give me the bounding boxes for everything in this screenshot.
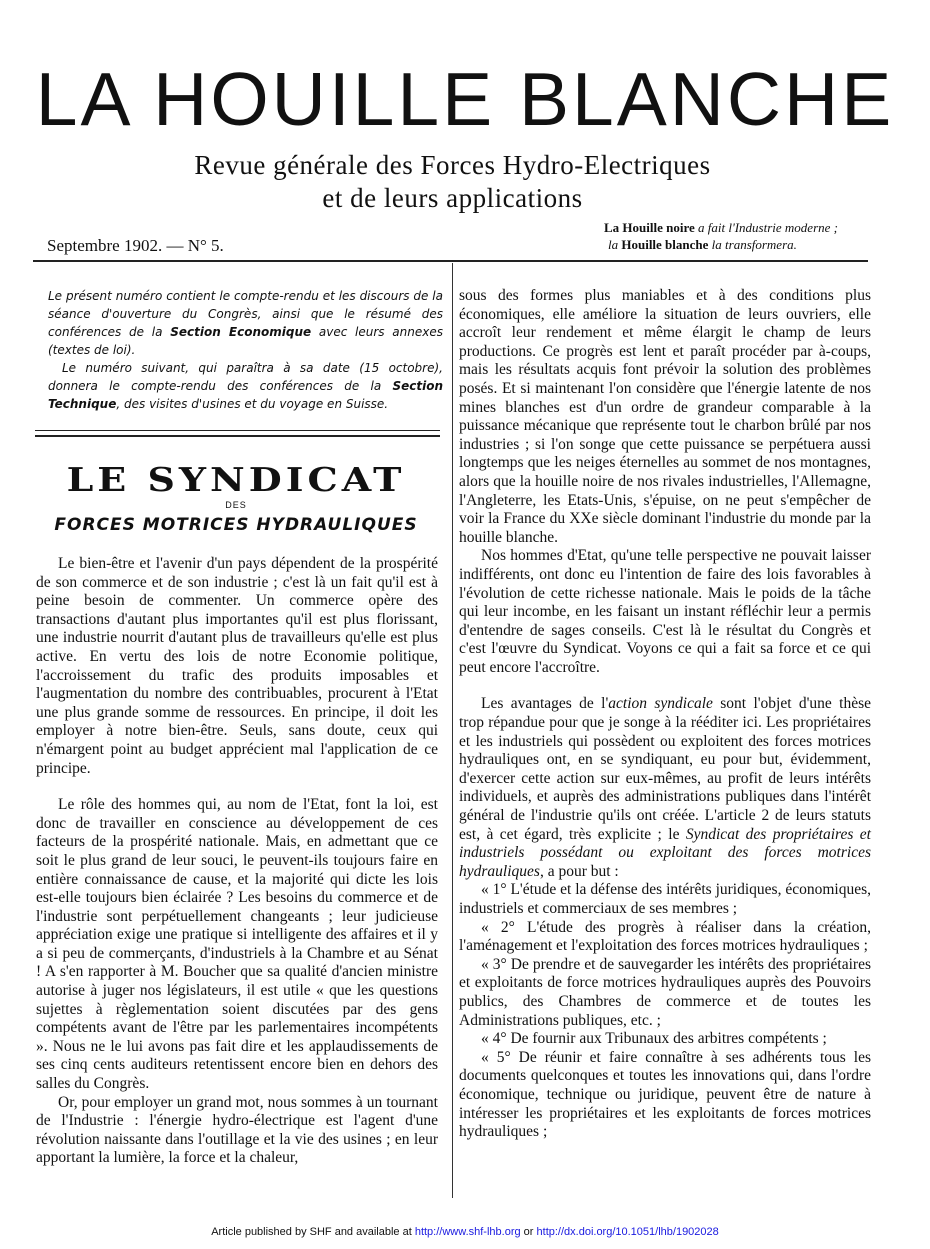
footer-link-doi[interactable]: http://dx.doi.org/10.1051/lhb/1902028: [536, 1226, 719, 1238]
journal-subtitle-line2: et de leurs applications: [322, 183, 583, 213]
article-headline-connector: DES: [225, 500, 247, 510]
notice-text: Le numéro suivant, qui paraîtra à sa date (15 octobre), donnera le compte-rendu des conférences de la: [48, 361, 443, 393]
article-italic: action syndicale: [608, 695, 713, 713]
article-headline: LE SYNDICAT: [66, 460, 406, 499]
article-subheadline: FORCES MOTRICES HYDRAULIQUES: [54, 515, 418, 535]
article-text: , a pour but :: [539, 862, 619, 880]
footer-link-shf[interactable]: http://www.shf-lhb.org: [414, 1226, 521, 1238]
publication-footer: [0, 1226, 930, 1238]
issue-notice: [48, 287, 443, 413]
notice-text: , des visites d'usines et du voyage en Suisse.: [116, 397, 389, 411]
journal-motto: [604, 219, 838, 253]
section-double-rule: [35, 430, 440, 437]
journal-subtitle-line1: Revue générale des Forces Hydro-Electriques: [194, 150, 711, 180]
article-paragraph: Or, pour employer un grand mot, nous sommes à un tournant de l'Industrie : l'énergie hydro-électrique est l'agent d'une révolution naissante dans l'outillage et la vie des usines ; en leur apportant la lumière, la force et la chaleur,: [36, 1093, 438, 1167]
notice-bold: Section Technique: [48, 379, 443, 411]
article-left-column: [36, 555, 438, 1168]
statute-item: « 1° L'étude et la défense des intérêts juridiques, économiques, industriels et commerciaux de ses membres ;: [459, 881, 871, 917]
statute-item: « 3° De prendre et de sauvegarder les intérêts des propriétaires et exploitants de force motrices hydrauliques auprès des Pouvoirs publics, des Chambres de commerce et de toutes les Administrations publiques, etc. ;: [459, 955, 871, 1029]
motto-text-2a: la: [607, 237, 622, 252]
statute-item: « 4° De fournir aux Tribunaux des arbitres compétents ;: [481, 1030, 827, 1048]
article-paragraph: sous des formes plus maniables et à des conditions plus économiques, elle améliore la situation de leurs ouvriers, elle accroît leur rendement et même élargit le champ de leurs productions. Ce progrès est lent et paraît procéder par à-coups, mais les résultats acquis font prévoir la solution des problèmes posés. Et si maintenant l'on considère que l'énergie latente de nos mines blanches est d'un ordre de grandeur comparable à la puissance mécanique que représente tout le charbon brûlé par nos industries ; si l'on songe que cette puissance se perpétuera aussi longtemps que les neiges éternelles au sommet de nos montagnes, alors que la houille noire de nos rivales industrielles, l'Allemagne, l'Angleterre, les Etats-Unis, s'épuise, on ne peut s'empêcher de voir la France du XXe siècle dominant l'industrie du monde par la houille blanche.: [459, 287, 871, 546]
motto-text-1: a fait l'Industrie moderne ;: [694, 220, 838, 235]
article-italic: Syndicat des propriétaires et industriels possédant ou exploitant des forces motrices hydrauliques: [459, 825, 871, 880]
article-paragraph: [459, 695, 871, 881]
column-divider: [452, 263, 453, 1198]
notice-text: Le présent numéro contient le compte-rendu et les discours de la séance d'ouverture du Congrès, ainsi que le résumé des conférences de la: [48, 289, 443, 339]
article-right-column: [459, 287, 871, 1142]
footer-text: or: [520, 1226, 537, 1238]
notice-bold: Section Economique: [170, 325, 312, 339]
article-text: sont l'objet d'une thèse trop répandue pour que je songe à la rééditer ici. Les propriétaires et les industriels qui possèdent ou exploitent des forces motrices hydrauliques ont, en se syndiquant, eu pour but, évidemment, d'exercer cette action sur eux-mêmes, au profit de leurs intérêts individuels, et auprès des administrations publiques dans l'intérêt général de l'industrie qu'ils ont créée. L'article 2 de leurs statuts est, à cet égard, très explicite ; le: [459, 695, 872, 843]
statute-item: « 2° L'étude des progrès à réaliser dans la création, l'aménagement et l'exploitation des forces motrices hydrauliques ;: [459, 918, 871, 955]
article-paragraph: Le rôle des hommes qui, au nom de l'Etat, font la loi, est donc de travailler en conscience au développement de ces facteurs de la prospérité nationale. Mais, en admettant que ce soit le plus grand de leur souci, le peuvent-ils toujours faire en entière connaissance de cause, et la majorité qui dicte les lois est-elle toujours bien éclairée ? Les besoins du commerce et de l'industrie sont perpétuellement changeants ; leur judicieuse appréciation exige une pratique si intelligente des affaires et il y a si peu de commerçants, d'industriels à la Chambre et au Sénat ! A s'en rapporter à M. Boucher que sa qualité d'ancien ministre autorise à juger nos législateurs, il est utile « que les questions sujettes à règlementation soient discutées par des gens compétents avant de l'être par les parlementaires incompétents ». Nous ne le lui avons pas fait dire et les applaudissements de ses cinq cents auditeurs retentissent encore bien en dehors des salles du Congrès.: [36, 796, 438, 1093]
notice-paragraph-2: [48, 359, 443, 413]
statute-item: « 5° De réunir et faire connaître à ses adhérents tous les documents quelconques et toutes les innovations qui, dans l'ordre économique, technique ou juridique, peuvent être de nature à intéresser les propriétaires et les exploitants de forces motrices hydrauliques ;: [459, 1048, 871, 1141]
article-paragraph: Le bien-être et l'avenir d'un pays dépendent de la prospérité de son commerce et de son industrie ; c'est là un fait qu'il est à peine besoin de commenter. Un commerce opère des transactions d'autant plus importantes qu'il est plus florissant, une industrie nourrit d'autant plus de travailleurs qu'elle est plus active. En vertu des lois de notre Economie politique, l'accroissement du trafic des produits imposables et l'augmentation du nombre des contribuables, procurent à l'Etat une plus grande somme de ressources. En principe, il doit les employer à notre bien-être. Seuls, sans doute, ceux qui n'émargent point au budget apprécient mal l'application de ce principe.: [36, 555, 438, 777]
motto-bold-2: Houille blanche: [621, 237, 709, 252]
footer-text: Article published by SHF and available at: [211, 1226, 415, 1238]
motto-bold-1: La Houille noire: [603, 220, 695, 235]
issue-date: Septembre 1902. — N° 5.: [47, 236, 224, 255]
notice-paragraph-1: [48, 287, 443, 359]
journal-title: LA HOUILLE BLANCHE: [35, 57, 895, 141]
article-paragraph: Nos hommes d'Etat, qu'une telle perspective ne pouvait laisser indifférents, ont donc eu l'intention de faire des lois favorables à l'évolution de cette richesse nationale. Mais le poids de la tâche qui leur incombe, en les faisant un instant réfléchir leur a permis d'entendre de sages conseils. C'est là le résultat du Congrès et c'est l'œuvre du Syndicat. Voyons ce qui a fait sa force et ce qui peut encore l'accroître.: [459, 547, 871, 676]
header-rule: [33, 260, 868, 262]
article-text: Les avantages de l': [481, 695, 609, 713]
motto-text-2b: la transformera.: [708, 237, 797, 252]
notice-text: avec leurs annexes (textes de loi).: [48, 325, 443, 357]
